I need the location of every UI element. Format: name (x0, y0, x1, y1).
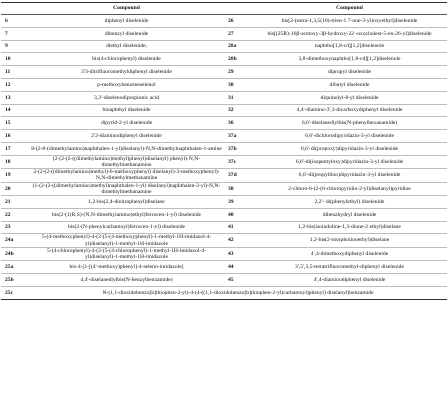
table-row (1, 15, 447, 28)
table-row (1, 53, 447, 66)
compound-name: diethyl diselenide, (29, 40, 224, 53)
compound-number: 16 (1, 130, 29, 143)
compound-number: 37d (224, 169, 252, 182)
compound-name: 2-(2-(2-((dimethylamino)methyl)-6-methoxyphenyl) diselanyl)-3-methoxyphenyl)-N,N-dimethylmethanamine (29, 169, 224, 182)
compound-number: 37c (224, 155, 252, 168)
compound-number: 24b (1, 247, 29, 260)
compound-number: 28a (224, 40, 252, 53)
compound-number: 30 (224, 78, 252, 91)
compound-name: dibenzyl diselenide (29, 27, 224, 40)
header-number-right (224, 3, 252, 15)
table-row (1, 91, 447, 104)
compound-number: 42 (224, 234, 252, 247)
compound-name: 4',4-dimethoxydiphenyl diselenide (252, 247, 447, 260)
table-row (1, 286, 447, 299)
compound-number: 43 (224, 247, 252, 260)
compound-name: dibutyl diselenide (252, 78, 447, 91)
table-row (1, 78, 447, 91)
compound-name: naphtho[1,8-cd][1,2]diselenole (252, 40, 447, 53)
compound-name: 8-(2-8-(dimethylamino)naphthalen-1-yl)diselanyl)-N,N-dimethylnaphthalen-1-amine (29, 142, 224, 155)
table-row (1, 104, 447, 117)
compound-name: 4,4'-diselanediylbis(N-benzylbenzamide) (29, 273, 224, 286)
compound-name: diphenyl diselenide (29, 15, 224, 28)
compound-name: 4',4-diaminodiphenyl diselenide (252, 273, 447, 286)
table-row (1, 27, 447, 40)
compound-name: dipropyl diselenide (252, 66, 447, 79)
header-compound-right: Compound (252, 3, 447, 15)
compound-name: 3,3'-diselenodipropionic acid (29, 91, 224, 104)
compound-number: 14 (1, 104, 29, 117)
compound-name: dibenzhydryl diselenide (252, 208, 447, 221)
compound-number: 7 (1, 27, 29, 40)
table-row (1, 66, 447, 79)
table-row (1, 182, 447, 195)
compound-number: 32 (224, 104, 252, 117)
compound-number: 21 (1, 195, 29, 208)
compound-name: 3'3-ditrifluoromethyldiphenyl diselenide (29, 66, 224, 79)
table-header-row (1, 3, 447, 15)
compound-number: 37b (224, 142, 252, 155)
compound-name: 6,6'-dichlorodipyridazin-3-yl diselenide (252, 130, 447, 143)
compound-name: 1,2-bis(isoindoline-1,3-dione-2 ethyl)diselane (252, 221, 447, 234)
table-row (1, 261, 447, 274)
compound-name: 4,4'-diamino-3',3-dicarboxydiphenyl diselenide (252, 104, 447, 117)
compound-number: 26 (224, 15, 252, 28)
compound-number: 11 (1, 66, 29, 79)
table-row (1, 142, 447, 155)
compound-table (1, 2, 447, 300)
compound-number: 18 (1, 155, 29, 168)
compound-number: 20 (1, 182, 29, 195)
table-row (1, 247, 447, 260)
compound-name: 6,6'-di(propoxy)dipyridazin-3-yl diselenide (252, 142, 447, 155)
compound-name: (2-(2-(2-((dimethylamino)methyl)phenyl)diselanyl) phenyl)-N,N-dimethylmethanamine (29, 155, 224, 168)
table-row (1, 234, 447, 247)
compound-number: 25a (1, 261, 29, 274)
compound-number: 22 (1, 208, 29, 221)
table-row (1, 221, 447, 234)
compound-name: 2'2-diaminodiphenyl diselenide (29, 130, 224, 143)
compound-number: 28b (224, 53, 252, 66)
compound-number: 19 (1, 169, 29, 182)
table-row (1, 208, 447, 221)
compound-number: 23 (1, 221, 29, 234)
compound-number: 15 (1, 117, 29, 130)
compound-number: 44 (224, 261, 252, 274)
compound-name: 3',5',3,5-tetratrifluoromethyl-diphenyl diselenide (252, 261, 447, 274)
compound-number: 9 (1, 40, 29, 53)
compound-name: 1,2-bis(2-morpholinoethyl)diselane (252, 234, 447, 247)
header-number-left (1, 3, 29, 15)
compound-name: bis(2-(N-phenylcarbamoyl)ferrocen-1-yl) diselenide (29, 221, 224, 234)
compound-number: 25c (1, 286, 29, 299)
header-compound-left: Compound (29, 3, 224, 15)
compound-name: 3,8-dimethoxynaphtho[1,8-cd][1,2]diselenole (252, 53, 447, 66)
table-row (1, 117, 447, 130)
compound-name: bis[2-(estra-1,3,5(10)-trien-1 7-one-3-yl)oxyethyl]diselenide (252, 15, 447, 28)
compound-name: (1-(2-(2-((dimethylamino)methyl)naphthalen-1-yl) diselanyl)naphthalen-2-yl)-N,N-dimethylmethanamine (29, 182, 224, 195)
compound-number: 10 (1, 53, 29, 66)
table-body (1, 15, 447, 300)
compound-number: 27 (224, 27, 252, 40)
compound-name: 2-chloro-6-(2-(6-chloropyridin-2-yl)diselanyl)pyridine (252, 182, 447, 195)
compound-name: bis(2-(1(R,S)-(N,N-dimethylamino)ethyl)ferrocen-1-yl) diselenide (29, 208, 224, 221)
table-row (1, 273, 447, 286)
compound-number: 31 (224, 91, 252, 104)
compound-number: 38 (224, 182, 252, 195)
compound-number: 25b (1, 273, 29, 286)
table-row (1, 155, 447, 168)
compound-name: diquinolyl-8-yl diselenide (252, 91, 447, 104)
compound-name: bis[(25R)-16β-acetoxy-3β-hydroxy-22 -oxocholest-5-en-26-yl]diselenide (252, 27, 447, 40)
compound-number: 39 (224, 195, 252, 208)
compound-number: 45 (224, 273, 252, 286)
compound-name: 5-(4-chlorophenyl)-4-(2-(5-(4-chlorophenyl)-1-methyl-1H-imidazol-4-yl)diselanyl)-1-methyl-1H-imidazole (29, 247, 224, 260)
compound-number: 41 (224, 221, 252, 234)
compound-name: dipyrid-2-yl diselenide (29, 117, 224, 130)
compound-number: 36 (224, 117, 252, 130)
compound-number: 12 (1, 78, 29, 91)
compound-name: bis(4-chlorophenyl) diselenide (29, 53, 224, 66)
compound-name: 1,2-bis(2,4-dinitrophenyl)diselane (29, 195, 224, 208)
table-row (1, 130, 447, 143)
compound-name: bis-4-[1-[(4'-methoxy)phenyl]-4-seleno-imidazole] (29, 261, 224, 274)
compound-name: 2,2'- di(phenylethyl) diselenide (252, 195, 447, 208)
compound-number: 29 (224, 66, 252, 79)
compound-name: N-(1,1-dioxidobenzo[b]thiophen-2-yl)-4-(4-((1,1-dioxidobenzo[b]thiophen-2-yl)carbamoyl)phenyl) diselanyl)benzamide (29, 286, 447, 299)
compound-name: 5-(4-methoxyphenyl)-4-(2-(5-(4-methoxyphenyl)-1-methyl-1H-imidazol-4-yl)diselanyl)-1-methyl-1H-imidazole (29, 234, 224, 247)
compound-number: 17 (1, 142, 29, 155)
compound-number: 24a (1, 234, 29, 247)
table-row (1, 195, 447, 208)
compound-number: 13 (1, 91, 29, 104)
table-row (1, 169, 447, 182)
compound-number: 40 (224, 208, 252, 221)
table-row (1, 40, 447, 53)
compound-name: 6,6'-diselanediylbis(N-phenylhexanamide) (252, 117, 447, 130)
compound-name: 6,6'-di(isopentyloxy)dipyridazin-3-yl diselenide (252, 155, 447, 168)
compound-name: binaphthyl diselenide (29, 104, 224, 117)
compound-number: 6 (1, 15, 29, 28)
compound-number: 37a (224, 130, 252, 143)
compound-name: 6,6'-di(propylthio)dipyridazin-3-yl diselenide (252, 169, 447, 182)
compound-name: p-methoxybenzeneselenol (29, 78, 224, 91)
